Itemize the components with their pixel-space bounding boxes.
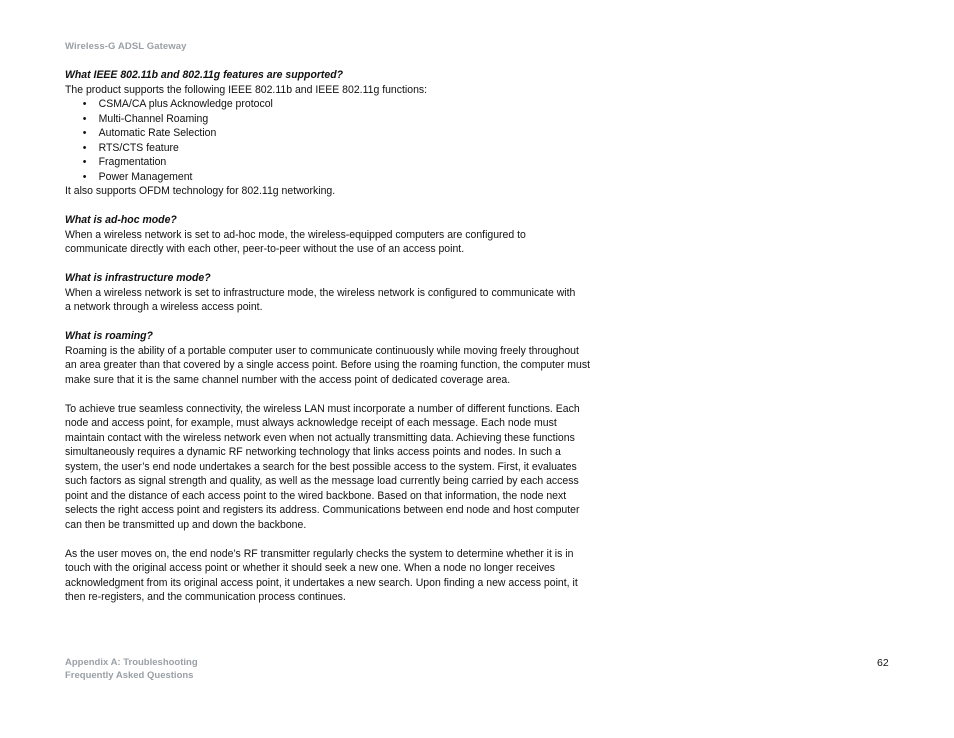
list-item: • Multi-Channel Roaming (65, 112, 584, 127)
text-line: such factors as signal strength and quality, as well as the message load currently being carried by each access (65, 475, 579, 487)
faq-intro-text: The product supports the following IEEE 802.11b and IEEE 802.11g functions: (65, 83, 428, 96)
text-line: selects the right access point and registers its address. Communications between end node and host computer (65, 504, 580, 516)
text-line: simultaneously requires a dynamic RF networking technology that links access points and nodes. In such a (65, 446, 561, 458)
footer-section: Appendix A: Troubleshooting (65, 657, 198, 668)
list-item: • Fragmentation (65, 155, 584, 170)
faq-question-features: What IEEE 802.11b and 802.11g features are supported? (65, 69, 344, 81)
text-line: then re-registers, and the communication process continues. (65, 591, 346, 603)
spacer (65, 532, 584, 547)
running-header: Wireless-G ADSL Gateway (65, 41, 187, 52)
text-line: As the user moves on, the end node’s RF transmitter regularly checks the system to determine whether it is in (65, 547, 574, 560)
text-line: maintain contact with the wireless network even when not actually transmitting data. Achieving these functions (65, 431, 575, 444)
list-item: • Power Management (65, 170, 584, 185)
text-line: When a wireless network is set to ad-hoc mode, the wireless-equipped computers are configured to (65, 228, 526, 241)
running-footer (65, 657, 198, 682)
text-line: communicate directly with each other, peer-to-peer without the use of an access point. (65, 243, 465, 255)
faq-question-roaming: What is roaming? (65, 330, 153, 342)
faq-question-adhoc: What is ad-hoc mode? (65, 214, 177, 226)
list-item: • Automatic Rate Selection (65, 126, 584, 141)
faq-question-infrastructure: What is infrastructure mode? (65, 272, 211, 284)
spacer (65, 387, 584, 402)
text-line: point and the distance of each access point to the wired backbone. Based on that information, the node next (65, 489, 567, 502)
text-line: a network through a wireless access point. (65, 301, 263, 313)
text-line: node and access point, for example, must always acknowledge receipt of each message. Each node must (65, 417, 557, 429)
spacer (65, 315, 584, 330)
list-item: • RTS/CTS feature (65, 141, 584, 156)
text-line: system, the user’s end node undertakes a search for the best possible access to the system. First, it evaluates (65, 460, 577, 473)
list-item: • CSMA/CA plus Acknowledge protocol (65, 97, 584, 112)
spacer (65, 199, 584, 214)
text-line: touch with the original access point or whether it should seek a new one. When a node no longer receives (65, 562, 556, 574)
text-line: To achieve true seamless connectivity, the wireless LAN must incorporate a number of different functions. Each (65, 402, 580, 415)
page-number: 62 (877, 657, 889, 669)
text-line: When a wireless network is set to infrastructure mode, the wireless network is configured to communicate with (65, 286, 576, 299)
footer-subsection: Frequently Asked Questions (65, 669, 194, 681)
faq-outro-text: It also supports OFDM technology for 802.11g networking. (65, 185, 336, 197)
text-line: make sure that it is the same channel number with the access point of dedicated coverage area. (65, 373, 511, 386)
text-line: an area greater than that covered by a single access point. Before using the roaming function, the computer must (65, 359, 590, 371)
text-line: Roaming is the ability of a portable computer user to communicate continuously while moving freely throughout (65, 344, 579, 357)
text-line: can then be transmitted up and down the backbone. (65, 518, 307, 531)
text-line: acknowledgment from its original access point, it undertakes a new search. Upon finding a new access point, it (65, 576, 578, 589)
faq-content (65, 68, 590, 605)
spacer (65, 257, 584, 272)
features-list (65, 97, 584, 184)
